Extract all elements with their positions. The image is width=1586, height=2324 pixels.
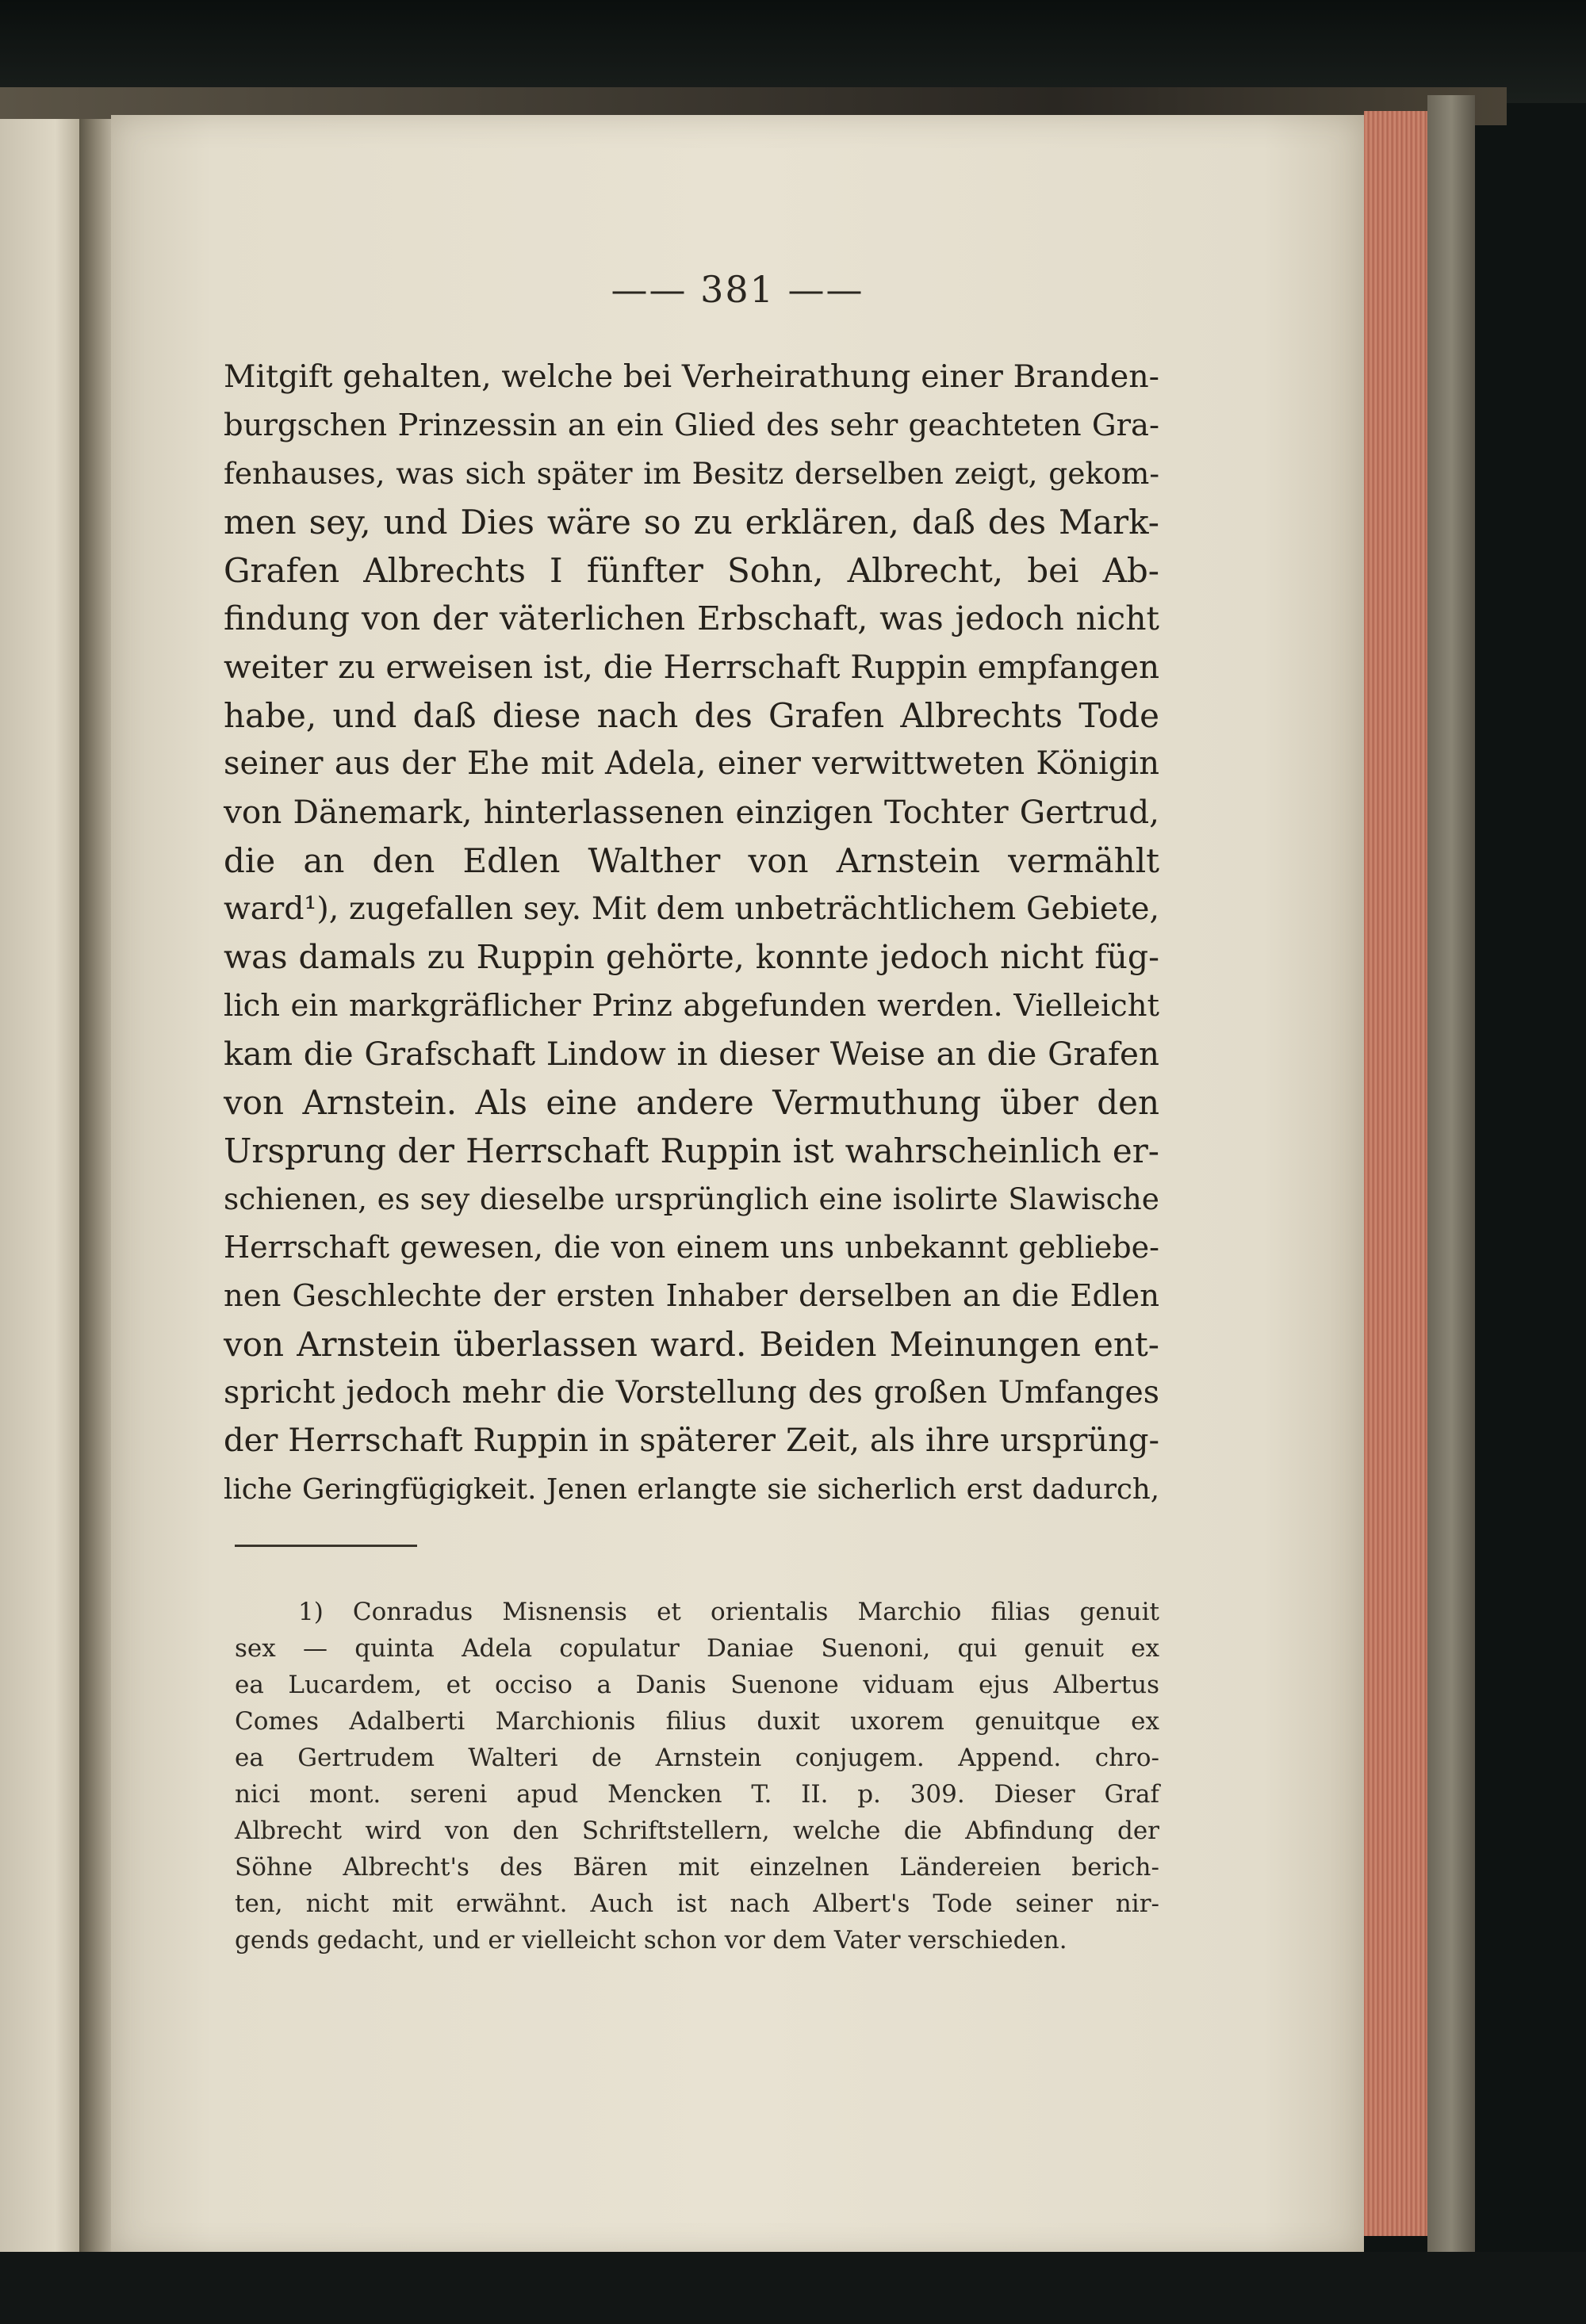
body-line: Mitgift gehalten, welche bei Verheirathung einer Branden- [224,358,1159,395]
previous-page-edge [0,119,84,2260]
body-line: ward¹), zugefallen sey. Mit dem unbeträchtlichem Gebiete, [224,890,1159,927]
body-line: lich ein markgräflicher Prinz abgefunden werden. Vielleicht [224,988,1159,1024]
body-line: der Herrschaft Ruppin in späterer Zeit, als ihre ursprüng- [224,1422,1159,1459]
body-line: die an den Edlen Walther von Arnstein vermählt [224,841,1159,880]
footnote-line: Söhne Albrecht's des Bären mit einzelnen Ländereien berich- [235,1853,1159,1882]
page-block-edges [1364,111,1435,2236]
body-line: burgschen Prinzessin an ein Glied des sehr geachteten Gra- [224,408,1159,443]
body-line: nen Geschlechte der ersten Inhaber derselben an die Edlen [224,1278,1159,1314]
body-line: habe, und daß diese nach des Grafen Albrechts Tode [224,696,1159,735]
body-line: liche Geringfügigkeit. Jenen erlangte sie sicherlich erst dadurch, [224,1473,1159,1506]
footnote-line: Albrecht wird von den Schriftstellern, welche die Abfindung der [235,1817,1159,1845]
book-cover-bottom [0,2252,1586,2324]
body-line: weiter zu erweisen ist, die Herrschaft Ruppin empfangen [224,648,1160,686]
footnote-line: ten, nicht mit erwähnt. Auch ist nach Albert's Tode seiner nir- [235,1889,1159,1918]
body-line: was damals zu Ruppin gehörte, konnte jedoch nicht füg- [224,938,1159,976]
page-number-header: —— 381 —— [611,268,864,311]
body-line: schienen, es sey dieselbe ursprünglich eine isolirte Slawische [224,1181,1159,1216]
body-line: Herrschaft gewesen, die von einem uns unbekannt gebliebe- [224,1230,1159,1265]
body-line: Ursprung der Herrschaft Ruppin ist wahrscheinlich er- [224,1131,1159,1170]
body-line: fenhauses, was sich später im Besitz derselben zeigt, gekom- [224,456,1159,491]
body-text [224,353,1159,1514]
footnote [235,1594,1159,1958]
body-line: von Arnstein. Als eine andere Vermuthung über den [224,1083,1159,1122]
body-line: von Dänemark, hinterlassenen einzigen Tochter Gertrud, [224,793,1159,831]
book-cover-right [1427,95,1475,2252]
footnote-line: ea Gertrudem Walteri de Arnstein conjugem. Append. chro- [235,1744,1159,1772]
body-line: spricht jedoch mehr die Vorstellung des großen Umfanges [224,1374,1159,1411]
footnote-line: 1) Conradus Misnensis et orientalis Marchio filias genuit [298,1598,1159,1626]
body-line: kam die Grafschaft Lindow in dieser Weise an die Grafen [224,1035,1159,1073]
body-line: seiner aus der Ehe mit Adela, einer verwittweten Königin [224,745,1159,782]
body-line: findung von der väterlichen Erbschaft, was jedoch nicht [224,599,1159,637]
footnote-line: ea Lucardem, et occiso a Danis Suenone viduam ejus Albertus [235,1671,1159,1699]
body-line: von Arnstein überlassen ward. Beiden Meinungen ent- [224,1325,1159,1364]
footnote-line: nici mont. sereni apud Mencken T. II. p. 309. Dieser Graf [235,1780,1159,1809]
footnote-line: Comes Adalberti Marchionis filius duxit uxorem genuitque ex [235,1707,1159,1736]
footnote-line: sex — quinta Adela copulatur Daniae Suenoni, qui genuit ex [235,1634,1159,1663]
body-line: men sey, und Dies wäre so zu erklären, daß des Mark- [224,503,1159,542]
footnote-rule [235,1545,417,1547]
body-line: Grafen Albrechts I fünfter Sohn, Albrecht, bei Ab- [224,551,1159,590]
footnote-line: gends gedacht, und er vielleicht schon vor dem Vater verschieden. [235,1926,1067,1955]
